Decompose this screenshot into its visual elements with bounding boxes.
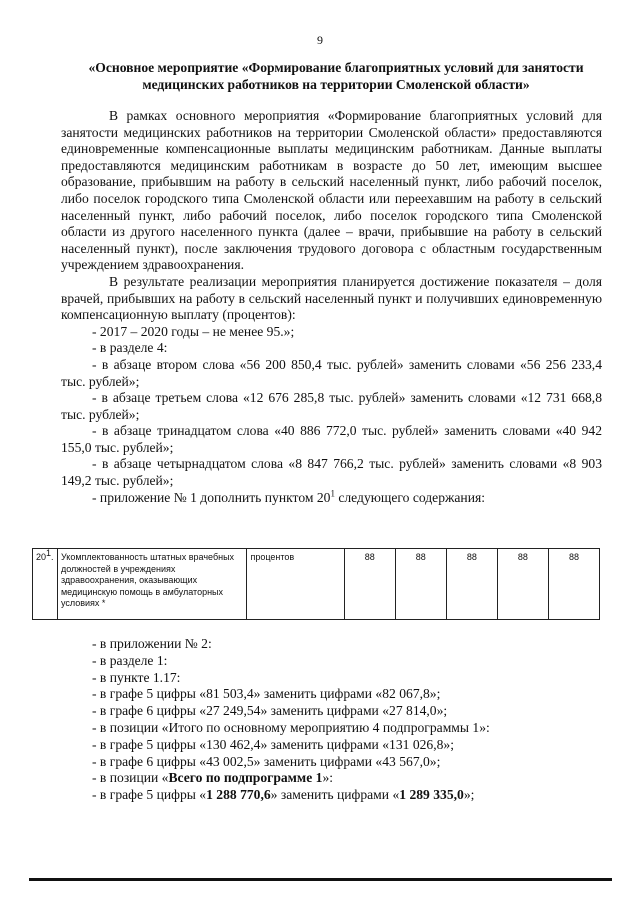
section-title: «Основное мероприятие «Формирование благоприятных условий для занятости медицинских работников на территории Смоленской области» bbox=[88, 60, 584, 92]
list-item: - в разделе 1: bbox=[92, 652, 168, 668]
list-item-last bbox=[92, 787, 602, 804]
appendix-text-before: - приложение № 1 дополнить пунктом 20 bbox=[92, 489, 331, 505]
list-item-total bbox=[92, 770, 602, 787]
value-cell: 88 bbox=[446, 549, 497, 620]
appendix-line bbox=[61, 490, 602, 507]
indicator-name: Укомплектованность штатных врачебных должностей в учреждениях здравоохранения, оказывающих медицинскую помощь в амбулаторных условиях * bbox=[57, 549, 246, 620]
amendments-list bbox=[92, 636, 602, 804]
last-middle: » заменить цифрами « bbox=[270, 787, 400, 803]
paragraph: В рамках основного мероприятия «Формирование благоприятных условий для занятости медицинских работников на территории Смоленской области» предоставляются единовременные компенсационные выплаты медицинским работникам. Данные выплаты предоставляются медицинским работникам в возрасте до 50 лет, имеющим высшее образование, прибывшим на работу в сельский населенный пункт, либо рабочий поселок, либо поселок городского типа Смоленской области или переехавшим на работу в сельский населенный пункт, либо рабочий поселок, либо поселок городского типа Смоленской области из другого населенного пункта (далее – врачи, прибывшие на работу в сельский населенный пункт), после заключения трудового договора с областным государственным учреждением здравоохранения. bbox=[61, 108, 602, 273]
last-old-value: 1 288 770,6 bbox=[206, 787, 271, 803]
paragraph: В результате реализации мероприятия планируется достижение показателя – доля врачей, прибывших на работу в сельский населенный пункт и получивших единовременную компенсационную выплату (процентов): bbox=[61, 273, 602, 323]
list-item: - в разделе 4: bbox=[92, 340, 168, 356]
list-item: - в графе 5 цифры «130 462,4» заменить цифрами «131 026,8»; bbox=[92, 736, 454, 752]
row-number-suffix: . bbox=[51, 552, 54, 562]
list-item: - в графе 6 цифры «43 002,5» заменить цифрами «43 567,0»; bbox=[92, 753, 441, 769]
main-text bbox=[61, 108, 602, 506]
value-cell: 88 bbox=[497, 549, 548, 620]
list-item: - в графе 6 цифры «27 249,54» заменить цифрами «27 814,0»; bbox=[92, 703, 448, 719]
value-cell: 88 bbox=[395, 549, 446, 620]
row-number-sup: 1 bbox=[46, 548, 52, 558]
list-item: - в пункте 1.17: bbox=[92, 669, 181, 685]
appendix-text-after: следующего содержания: bbox=[334, 489, 486, 505]
list-item: - 2017 – 2020 годы – не менее 95.»; bbox=[92, 323, 295, 339]
list-item: - в абзаце тринадцатом слова «40 886 772,0 тыс. рублей» заменить словами «40 942 155,0 тыс. рублей»; bbox=[61, 423, 602, 455]
list-item: - в абзаце третьем слова «12 676 285,8 тыс. рублей» заменить словами «12 731 668,8 тыс. рублей»; bbox=[61, 390, 602, 422]
bottom-rule bbox=[29, 878, 612, 881]
list-item: - в приложении № 2: bbox=[92, 636, 212, 651]
total-suffix: »: bbox=[322, 770, 334, 786]
row-number bbox=[33, 549, 58, 620]
list-item: - в графе 5 цифры «81 503,4» заменить цифрами «82 067,8»; bbox=[92, 686, 441, 702]
last-prefix: - в графе 5 цифры « bbox=[92, 787, 207, 803]
value-cell: 88 bbox=[548, 549, 599, 620]
last-new-value: 1 289 335,0 bbox=[399, 787, 464, 803]
page-number: 9 bbox=[317, 33, 323, 47]
row-number-text: 20 bbox=[36, 552, 47, 562]
value-cell: 88 bbox=[344, 549, 395, 620]
list-item: - в позиции «Итого по основному мероприятию 4 подпрограммы 1»: bbox=[92, 719, 490, 735]
indicator-table bbox=[32, 548, 600, 620]
list-item: - в абзаце втором слова «56 200 850,4 тыс. рублей» заменить словами «56 256 233,4 тыс. рублей»; bbox=[61, 356, 602, 389]
table-row bbox=[33, 549, 600, 620]
list-item: - в абзаце четырнадцатом слова «8 847 766,2 тыс. рублей» заменить словами «8 903 149,2 тыс. рублей»; bbox=[61, 456, 602, 489]
unit-cell: процентов bbox=[247, 549, 344, 620]
total-bold: Всего по подпрограмме 1 bbox=[168, 770, 323, 786]
last-suffix: »; bbox=[463, 787, 475, 803]
appendix-sup: 1 bbox=[330, 488, 335, 499]
total-prefix: - в позиции « bbox=[92, 770, 169, 786]
